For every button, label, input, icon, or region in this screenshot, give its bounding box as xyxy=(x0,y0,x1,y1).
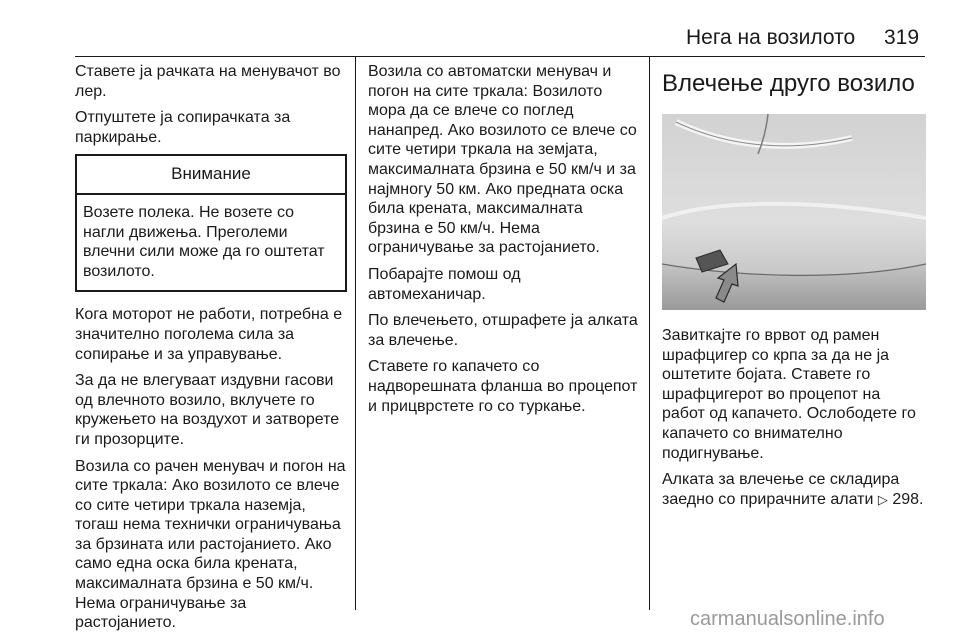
column-2 xyxy=(368,62,638,423)
paragraph: По влечењето, отшрафете ја алката за влечење. xyxy=(368,312,638,349)
paragraph: Кога моторот не работи, потребна е значително поголема сила за сопирање и за управување. xyxy=(75,306,343,363)
paragraph: Побарајте помош од автомеханичар. xyxy=(368,265,521,303)
column-1 xyxy=(75,62,347,640)
header-rule xyxy=(75,56,925,57)
watermark: carmanualsonline.info xyxy=(690,608,885,630)
reference-triangle-icon: ▷ xyxy=(877,491,888,507)
paragraph: За да не влегуваат издувни гасови од влечното возило, вклучете го кружењето на воздухот и затворете ги прозорците. xyxy=(75,372,340,448)
warning-box xyxy=(75,154,347,292)
paragraph-text: Алката за влечење се складира заедно со прирачните алати xyxy=(662,471,900,508)
paragraph: Возила со рачен менувач и погон на сите тркала: Ако возилото се влече со сите четири тркала наземја, тогаш нема технички ограничувања за брзината или растојанието. Ако само една оска била кренатa, максималната брзина е 50 км/ч. Нема ограничување за растојанието. xyxy=(75,457,346,632)
paragraph: Отпуштете ја сопирачката за паркирање. xyxy=(75,109,291,146)
column-3 xyxy=(662,62,927,516)
column-divider-right xyxy=(649,56,650,610)
column-divider-left xyxy=(355,56,356,610)
paragraph: Возила со автоматски менувач и погон на сите тркала: Возилото мора да се влече со поглед нанапред. Ако возилото се влече со сите четири тркала на земјата, максималната брзина е 50 км/ч и за најмногу 50 км. Ако предната оска била кренатa, максималната брзина е 50 км/ч. Нема ограничување за растојанието. xyxy=(368,63,637,257)
paragraph-with-reference xyxy=(662,470,927,509)
page-reference-link[interactable]: 298. xyxy=(892,490,924,508)
paragraph: Ставете ја рачката на менувачот во лер. xyxy=(75,63,341,100)
paragraph: Ставете го капачето со надворешната фланша во процепот и прицврстете го со туркање. xyxy=(368,358,638,415)
bumper-cap-illustration xyxy=(662,114,926,310)
page-number: 319 xyxy=(884,26,920,49)
warning-title: Внимание xyxy=(77,156,345,195)
warning-text: Возете полека. Не возете со нагли движења. Преголеми влечни сили може да го оштетат возилото. xyxy=(83,203,325,280)
header-title: Нега на возилото xyxy=(686,26,856,49)
paragraph: Завиткајте го врвот од рамен шрафцигер со крпа за да не ја оштетите бојата. Ставете го шрафцигерот во процепот на работ од капачето. Ослободете го капачето со внимателно подигнување. xyxy=(662,327,916,462)
section-title: Влечење друго возило xyxy=(662,70,915,97)
